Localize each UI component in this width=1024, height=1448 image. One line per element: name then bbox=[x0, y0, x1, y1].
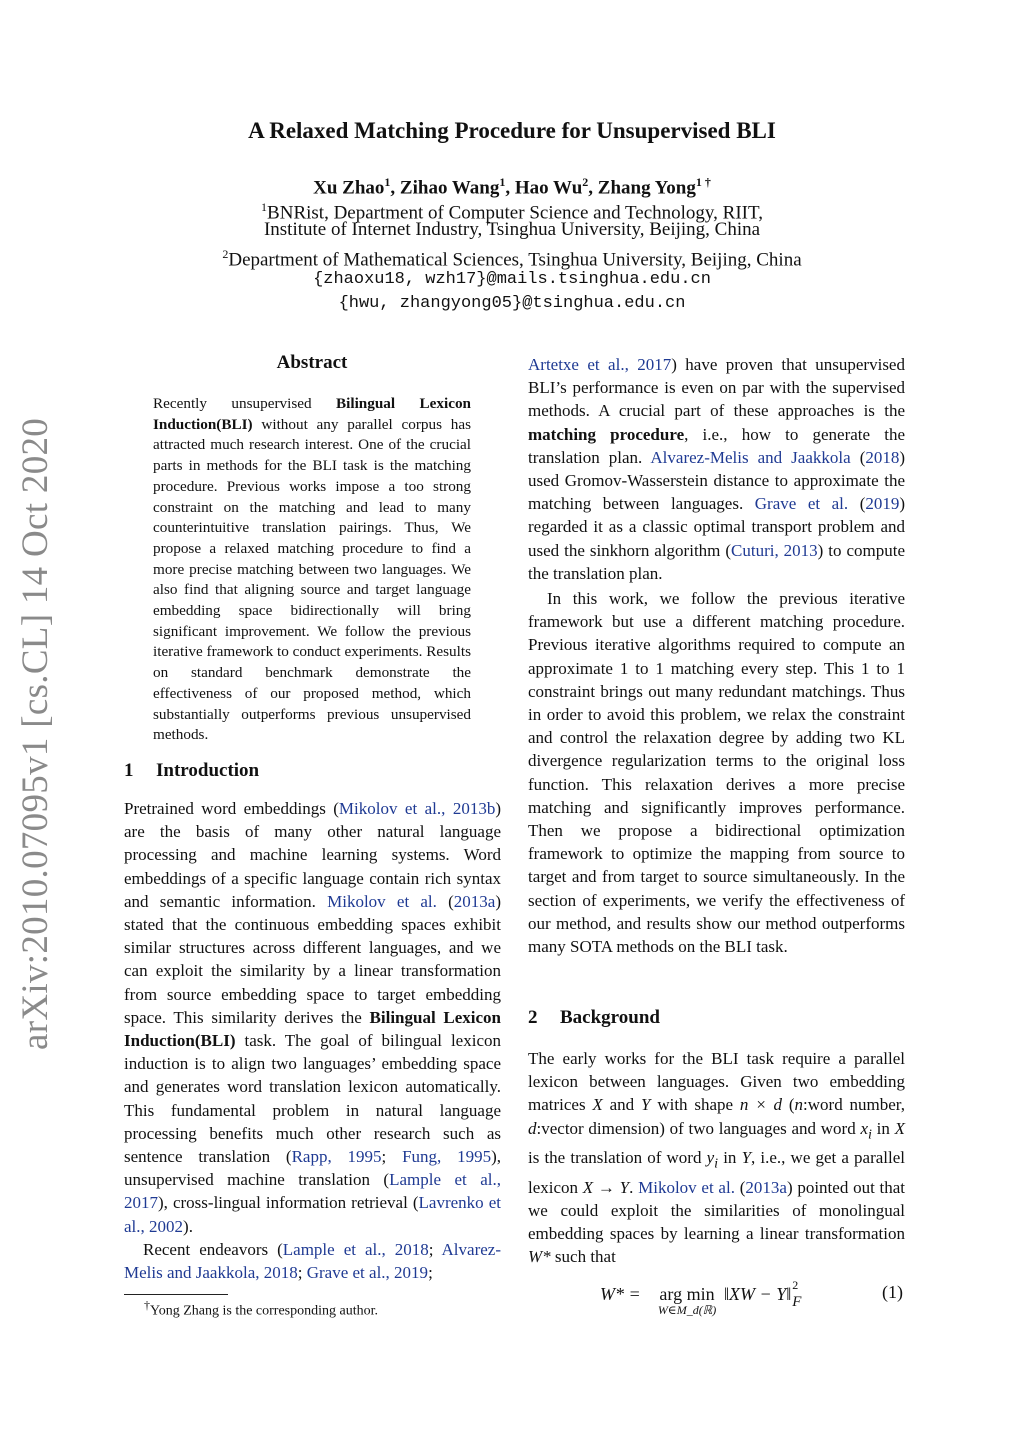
citation-link[interactable]: Lample et al., 2017 bbox=[124, 1170, 501, 1213]
citation-link[interactable]: Rapp, 1995 bbox=[291, 1147, 382, 1167]
author-name: Xu Zhao bbox=[313, 177, 385, 199]
citation-link[interactable]: Mikolov et al. bbox=[327, 891, 437, 911]
citation-link[interactable]: Lample et al., 2018 bbox=[282, 1239, 429, 1259]
citation-link[interactable]: Grave et al. bbox=[754, 494, 849, 514]
equation-operator: arg min W∈M_d(ℝ) bbox=[657, 1284, 717, 1317]
footnote: †Yong Zhang is the corresponding author. bbox=[144, 1298, 378, 1319]
footnote-divider bbox=[124, 1294, 228, 1295]
abstract-body: Recently unsupervised Bilingual Lexicon Induction(BLI) without any parallel corpus has attracted much research interest. One of the crucial parts in methods for the BLI task is the matching procedure. Previous works impose a too strong constraint on the matching and lead to many counterintuitive translation pairings. Thus, We propose a relaxed matching procedure to find a more precise matching between two languages. We also find that aligning source and target language embedding space bidirectionally will bring significant improvement. We follow the previous iterative framework to conduct experiments. Results on standard benchmark demonstrate the effectiveness of our proposed method, which substantially outperforms previous unsupervised methods. bbox=[153, 395, 472, 744]
affiliation-2: $^2$Department of Mathematical Sciences, Tsinghua University, Beijing, China bbox=[222, 247, 802, 271]
background-body bbox=[528, 1047, 905, 1269]
citation-link[interactable]: 2019 bbox=[865, 494, 900, 514]
citation-link[interactable]: Mikolov et al., 2013b bbox=[338, 799, 496, 818]
paragraph: The early works for the BLI task require a parallel lexicon between languages. Given two embedding matrices X and Y with shape n × d (n:word number, d:vector dimension) of two languages and word $x_i$ in X is the translation of word $y_i$ in Y, i.e., we get a parallel lexicon X → Y. Mikolov et al. (2013a) pointed out that we could exploit the similarities of monolingual embedding spaces by learning a linear transformation W* such that bbox=[528, 1049, 906, 1267]
citation-link[interactable]: Mikolov et al. bbox=[638, 1177, 735, 1197]
paragraph: In this work, we follow the previous iterative framework but use a different matching procedure. Previous iterative algorithms required to compute an approximate 1 to 1 matching every step. This 1 to 1 constraint brings out many redundant matchings. Thus in order to avoid this problem, we relax the constraint and control the relaxation degree by adding two KL divergence regularization terms to the original loss function. This relaxation derives a more precise matching and significantly improves performance. Then we propose a bidirectional optimization framework to optimize the mapping from source to target and from target to source simultaneously. In the section of experiments, we verify the effectiveness of our method, and results show our method outperforms many SOTA methods on the BLI task. bbox=[528, 589, 905, 957]
abstract-heading: Abstract bbox=[276, 352, 348, 373]
paragraph: Recent endeavors (Lample et al., 2018; Alvarez-Melis and Jaakkola, 2018; Grave et al., 2019; bbox=[124, 1239, 501, 1283]
affiliation-1-line2: Institute of Internet Industry, Tsinghua University, Beijing, China bbox=[263, 219, 761, 240]
citation-link[interactable]: Lavrenko et al., 2002 bbox=[124, 1193, 501, 1236]
section-heading-background: 2 Background bbox=[528, 1007, 660, 1028]
equation-number: (1) bbox=[882, 1282, 903, 1302]
email-line-1: {zhaoxu18, wzh17}@mails.tsinghua.edu.cn bbox=[313, 270, 711, 289]
right-column-body bbox=[528, 353, 905, 958]
author-name: Zihao Wang bbox=[399, 177, 500, 199]
author-list: Xu Zhao$^1$, Zihao Wang$^1$, Hao Wu$^2$, Zhang Yong$^{1 \dagger}$ bbox=[313, 175, 711, 199]
paragraph: Artetxe et al., 2017) have proven that unsupervised BLI’s performance is even on par with the supervised methods. A crucial part of these approaches is the matching procedure, i.e., how to generate the translation plan. Alvarez-Melis and Jaakkola (2018) used Gromov-Wasserstein distance to approximate the matching between languages. Grave et al. (2019) regarded it as a classic optimal transport problem and used the sinkhorn algorithm (Cuturi, 2013) to compute the translation plan. bbox=[528, 355, 906, 583]
section-heading-introduction: 1 Introduction bbox=[124, 760, 260, 781]
citation-link[interactable]: Cuturi, 2013 bbox=[731, 540, 818, 560]
intro-body bbox=[124, 797, 501, 1284]
citation-link[interactable]: Artetxe et al., 2017 bbox=[528, 355, 672, 374]
author-name: Zhang Yong bbox=[597, 177, 696, 199]
paragraph: Pretrained word embeddings (Mikolov et al., 2013b) are the basis of many other natural language processing and machine learning systems. Word embeddings of a specific language contain rich syntax and semantic information. Mikolov et al. (2013a) stated that the continuous embedding spaces exhibit similar structures across different languages, and we can exploit the similarity by a linear transformation from source embedding space to target embedding space. This similarity derives the Bilingual Lexicon Induction(BLI) task. The goal of bilingual lexicon induction is to align two languages’ embedding space and generates word translation lexicon automatically. This fundamental problem in natural language processing benefits much other research such as sentence translation (Rapp, 1995; Fung, 1995), unsupervised machine translation (Lample et al., 2017), cross-lingual information retrieval (Lavrenko et al., 2002). bbox=[124, 799, 502, 1236]
citation-link[interactable]: Alvarez-Melis and Jaakkola, 2018 bbox=[124, 1239, 501, 1283]
citation-link[interactable]: Fung, 1995 bbox=[402, 1147, 492, 1167]
citation-link[interactable]: Grave et al., 2019 bbox=[306, 1263, 429, 1283]
paper-title: A Relaxed Matching Procedure for Unsupervised BLI bbox=[248, 118, 776, 143]
equation: W* = bbox=[600, 1284, 641, 1304]
equation-body: ‖XW − Y‖ 2 F bbox=[724, 1278, 802, 1310]
affiliation-1: $^1$BNRist, Department of Computer Science and Technology, RIIT, bbox=[261, 200, 763, 224]
author-name: Hao Wu bbox=[514, 177, 583, 199]
arxiv-stamp: arXiv:2010.07095v1 [cs.CL] 14 Oct 2020 bbox=[15, 417, 56, 1050]
citation-link[interactable]: 2013a bbox=[453, 891, 496, 911]
citation-link[interactable]: Alvarez-Melis and Jaakkola bbox=[650, 447, 851, 467]
citation-link[interactable]: 2013a bbox=[745, 1177, 787, 1197]
email-line-2: {hwu, zhangyong05}@tsinghua.edu.cn bbox=[338, 294, 686, 313]
citation-link[interactable]: 2018 bbox=[865, 447, 900, 467]
